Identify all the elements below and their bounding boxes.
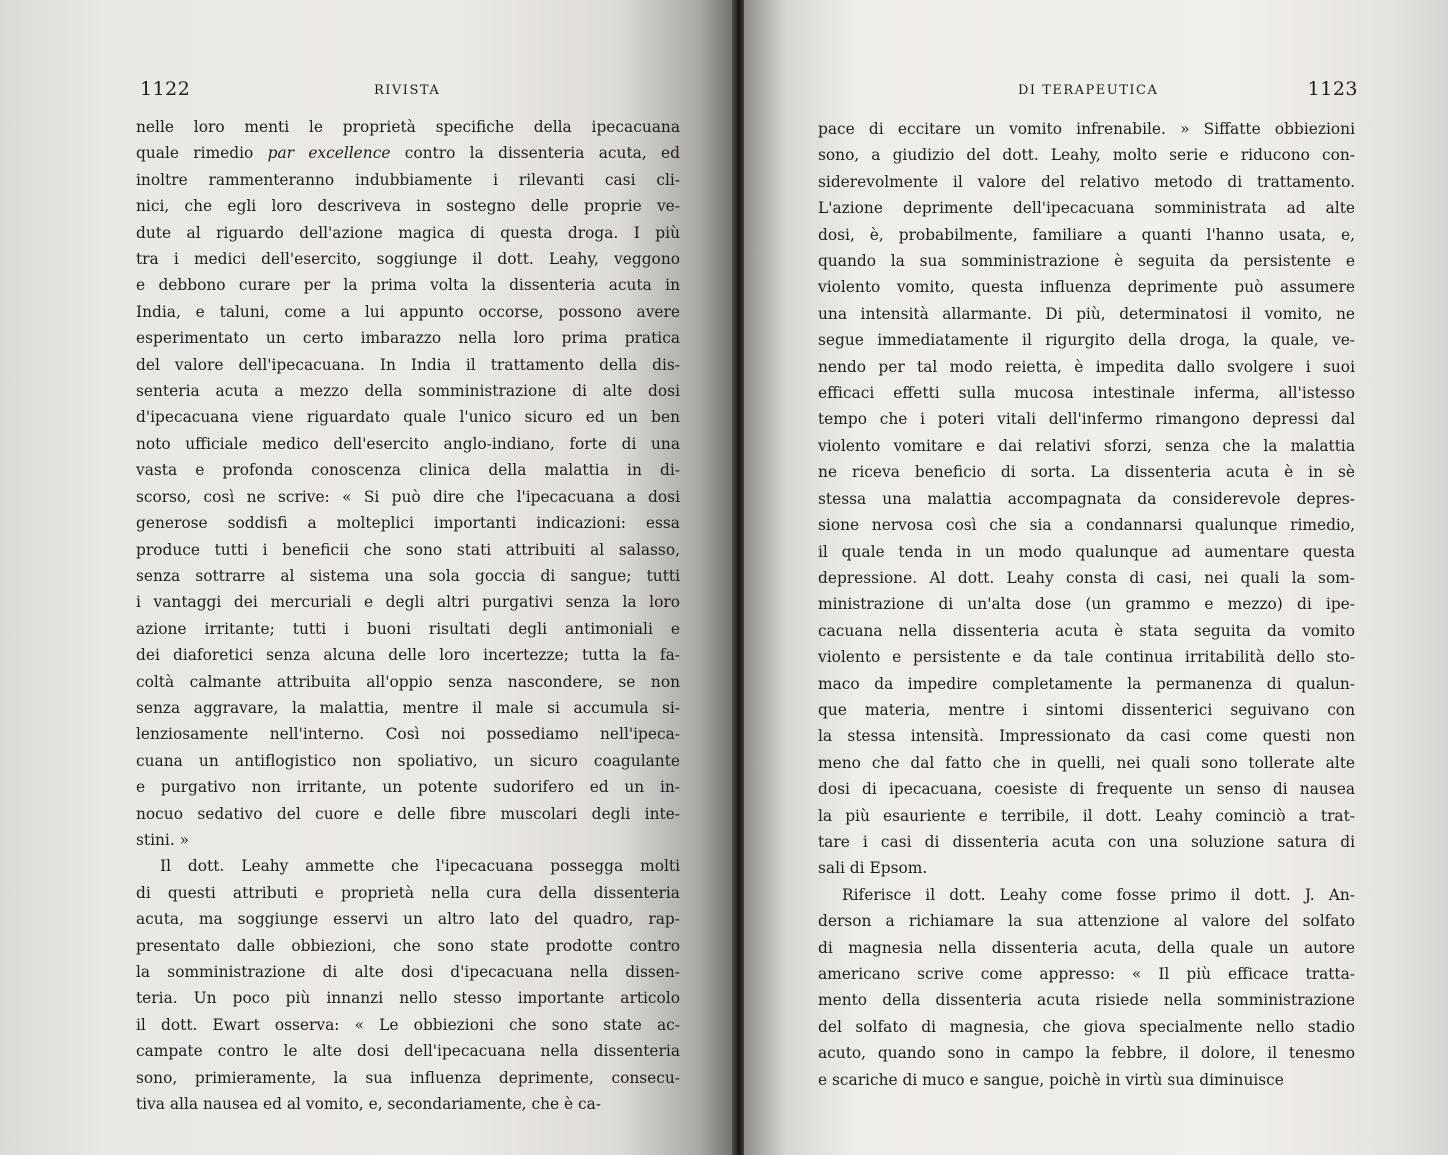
text-line: inoltre rammenteranno indubbiamente i rilevanti casi cli- [136,170,680,189]
text-line: siderevolmente il valore del relativo metodo di trattamento. [818,172,1355,191]
text-line: e purgativo non irritante, un potente sudorifero ed un in- [136,778,680,797]
text-line: scorso, così ne scrive: « Si può dire che l'ipecacuana a dosi [136,487,680,506]
text-line: coltà calmante attribuita all'oppio senza nascondere, se non [136,672,680,691]
page-number: 1123 [1307,78,1358,100]
text-line: di questi attributi e proprietà nella cura della dissenteria [136,883,680,902]
text-line: tra i medici dell'esercito, soggiunge il dott. Leahy, veggono [136,250,680,269]
text-line: cuana un antiflogistico non spoliativo, un sicuro coagulante [136,751,680,770]
text-line: dosi di ipecacuana, coesiste di frequente un senso di nausea [818,780,1355,799]
text-line: la somministrazione di alte dosi d'ipecacuana nella dissen- [136,963,680,981]
text-line: nocuo sedativo del cuore e delle fibre muscolari degli inte- [136,804,680,823]
text-line: produce tutti i beneficii che sono stati attribuiti al salasso, [136,540,680,559]
text-line: quale rimedio par excellence contro la dissenteria acuta, ed [136,144,680,163]
text-line: sono, a giudizio del dott. Leahy, molto serie e riducono con- [818,146,1355,165]
text-line: nici, che egli loro descriveva in sostegno delle proprie ve- [136,197,680,216]
text-line: azione irritante; tutti i buoni risultati degli antimoniali e [136,619,680,638]
text-line: sali di Epsom. [818,859,928,878]
text-line: ne riceva beneficio di sorta. La dissenteria acuta è in sè [818,463,1355,482]
text-line: esperimentato un certo imbarazzo nella loro prima pratica [136,329,680,348]
running-head: DI TERAPEUTICA [1018,83,1159,98]
paragraph [136,114,680,853]
text-line: nelle loro menti le proprietà specifiche della ipecacuana [136,118,680,136]
text-line: dute al riguardo dell'azione magica di questa droga. I più [136,223,680,242]
text-line: violento e persistente e da tale continua irritabilità dello sto- [818,648,1355,667]
text-line: Il dott. Leahy ammette che l'ipecacuana possegga molti [160,857,680,876]
text-line: del solfato di magnesia, che giova specialmente nello stadio [818,1017,1355,1036]
text-line: efficaci effetti sulla mucosa intestinale inferma, all'istesso [818,384,1355,403]
text-line: la stessa intensità. Impressionato da casi come questi non [818,727,1355,746]
text-line: campate contro le alte dosi dell'ipecacuana nella dissenteria [136,1042,680,1061]
text-line: meno che dal fatto che in quelli, nei quali sono tollerate alte [818,753,1355,772]
right-page-header [818,80,1358,102]
text-line: senteria acuta a mezzo della somministrazione di alte dosi [136,382,680,401]
text-line: del valore dell'ipecacuana. In India il trattamento della dis- [136,355,680,374]
text-line: maco da impedire completamente la permanenza di qualun- [818,674,1355,693]
page-number: 1122 [140,78,191,100]
text-line: il dott. Ewart osserva: « Le obbiezioni che sono state ac- [136,1015,680,1034]
text-line: stessa una malattia accompagnata da considerevole depres- [818,489,1355,508]
text-line: que materia, mentre i sintomi dissenterici seguivano con [818,700,1355,719]
text-line: cacuana nella dissenteria acuta è stata seguita da vomito [818,621,1355,640]
text-line: la più esauriente e terribile, il dott. Leahy cominciò a trat- [818,806,1355,825]
text-line: violento vomito, questa influenza deprimente può assumere [818,278,1355,297]
text-line: generose soddisfi a molteplici importanti indicazioni: essa [136,514,680,533]
text-line: quando la sua somministrazione è seguita da persistente e [818,252,1355,271]
text-line: d'ipecacuana viene riguardato quale l'unico sicuro ed un ben [136,408,680,427]
text-line: e scariche di muco e sangue, poichè in virtù sua diminuisce [818,1070,1284,1089]
paragraph [818,116,1355,882]
text-line: L'azione deprimente dell'ipecacuana somministrata ad alte [818,199,1355,218]
right-page [744,0,1448,1155]
text-line: senza sottrarre al sistema una sola goccia di sangue; tutti [136,566,680,585]
right-page-body [818,116,1355,1093]
text-line: derson a richiamare la sua attenzione al valore del solfato [818,912,1355,931]
text-line: noto ufficiale medico dell'esercito anglo-indiano, forte di una [136,434,680,453]
text-line: tempo che i poteri vitali dell'infermo rimangono depressi dal [818,410,1355,429]
text-line: ministrazione di un'alta dose (un grammo e mezzo) di ipe- [818,595,1355,614]
text-line: depressione. Al dott. Leahy consta di casi, nei quali la som- [818,568,1355,587]
text-line: una intensità allarmante. Di più, determinatosi il vomito, ne [818,304,1355,323]
text-line: vasta e profonda conoscenza clinica della malattia in di- [136,461,680,480]
text-line: pace di eccitare un vomito infrenabile. » Siffatte obbiezioni [818,120,1355,138]
text-line: India, e taluni, come a lui appunto occorse, possono avere [136,302,680,321]
italic-phrase: par excellence [267,144,391,163]
text-line: tare i casi di dissenteria acuta con una soluzione satura di [818,832,1355,851]
text-line: sono, primieramente, la sua influenza deprimente, consecu- [136,1068,680,1087]
text-line: di magnesia nella dissenteria acuta, della quale un autore [818,938,1355,957]
left-page-body [136,114,680,1117]
text-line: tiva alla nausea ed al vomito, e, secondariamente, che è ca- [136,1095,601,1114]
left-page-header [140,80,680,102]
running-head: RIVISTA [374,83,441,98]
text-line: i vantaggi dei mercuriali e degli altri purgativi senza la loro [136,593,680,612]
text-line: mento della dissenteria acuta risiede nella somministrazione [818,991,1355,1010]
text-line: lenziosamente nell'interno. Così noi possediamo nell'ipeca- [136,725,680,744]
text-line: presentato dalle obbiezioni, che sono state prodotte contro [136,936,680,955]
text-line: violento vomitare e dai relativi sforzi, senza che la malattia [818,436,1355,455]
paragraph [818,882,1355,1093]
text-line: dei diaforetici senza alcuna delle loro incertezze; tutta la fa- [136,646,680,665]
text-line: acuta, ma soggiunge esservi un altro lato del quadro, rap- [136,910,680,929]
text-line: teria. Un poco più innanzi nello stesso importante articolo [136,989,680,1008]
text-line: segue immediatamente il rigurgito della droga, la quale, ve- [818,331,1355,350]
text-line: acuto, quando sono in campo la febbre, il dolore, il tenesmo [818,1044,1355,1063]
text-line: stini. » [136,830,190,849]
text-line: il quale tenda in un modo qualunque ad aumentare questa [818,542,1355,561]
text-line: e debbono curare per la prima volta la dissenteria acuta in [136,276,680,295]
text-line: nendo per tal modo reietta, è impedita dallo svolgere i suoi [818,357,1355,376]
text-line: Riferisce il dott. Leahy come fosse primo il dott. J. An- [842,885,1355,904]
paragraph [136,853,680,1117]
text-line: senza aggravare, la malattia, mentre il male si accumula si- [136,698,680,717]
text-line: dosi, è, probabilmente, familiare a quanti l'hanno usata, e, [818,225,1355,244]
text-line: americano scrive come appresso: « Il più efficace tratta- [818,965,1355,983]
text-line: sione nervosa così che sia a condannarsi qualunque rimedio, [818,516,1355,535]
